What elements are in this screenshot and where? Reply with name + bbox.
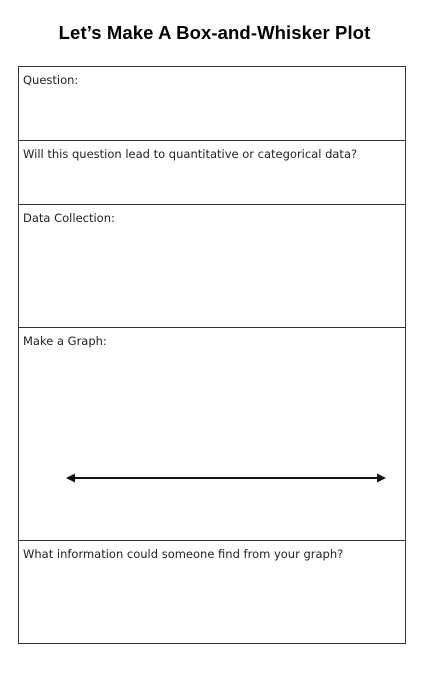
data-type-section[interactable] <box>19 141 405 205</box>
question-label: Question: <box>23 73 79 87</box>
question-section[interactable] <box>19 67 405 141</box>
make-a-graph-label: Make a Graph: <box>23 334 107 348</box>
right-arrow-icon <box>377 474 386 483</box>
data-collection-section[interactable] <box>19 205 405 328</box>
graph-information-section[interactable] <box>19 541 405 645</box>
data-collection-label: Data Collection: <box>23 211 115 225</box>
graph-information-label: What information could someone find from your graph? <box>23 547 344 561</box>
number-line <box>66 470 386 486</box>
make-a-graph-section[interactable] <box>19 328 405 541</box>
data-type-label: Will this question lead to quantitative or categorical data? <box>23 147 358 161</box>
worksheet-table <box>18 66 406 644</box>
left-arrow-icon <box>66 474 75 483</box>
worksheet-title: Let’s Make A Box-and-Whisker Plot <box>58 22 371 43</box>
